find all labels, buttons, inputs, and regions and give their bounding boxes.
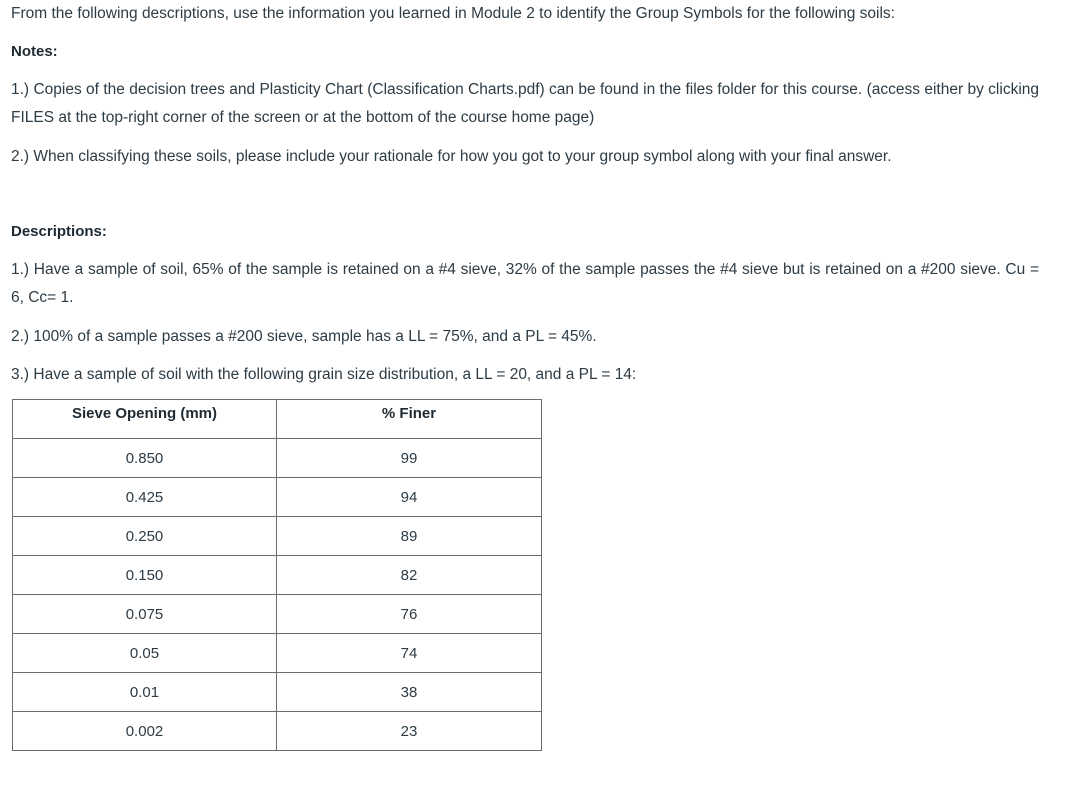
table-header-row xyxy=(13,400,542,439)
percent-finer-cell: 23 xyxy=(277,712,542,751)
note-item-2: 2.) When classifying these soils, please include your rationale for how you got to your group symbol along with your final answer. xyxy=(11,148,892,165)
sieve-opening-header: Sieve Opening (mm) xyxy=(13,400,277,439)
percent-finer-cell: 76 xyxy=(277,595,542,634)
sieve-opening-cell: 0.425 xyxy=(13,478,277,517)
sieve-opening-cell: 0.002 xyxy=(13,712,277,751)
sieve-opening-cell: 0.150 xyxy=(13,556,277,595)
percent-finer-cell: 89 xyxy=(277,517,542,556)
sieve-opening-cell: 0.075 xyxy=(13,595,277,634)
table-row xyxy=(13,439,542,478)
sieve-opening-cell: 0.01 xyxy=(13,673,277,712)
descriptions-heading: Descriptions: xyxy=(11,223,107,240)
table-row xyxy=(13,595,542,634)
description-item-1: 1.) Have a sample of soil, 65% of the sample is retained on a #4 sieve, 32% of the sample passes the #4 sieve but is retained on a #200 sieve. Cu = 6, Cc= 1. xyxy=(11,261,1039,306)
sieve-opening-cell: 0.850 xyxy=(13,439,277,478)
grain-size-table xyxy=(12,399,542,751)
table-row xyxy=(13,517,542,556)
percent-finer-cell: 94 xyxy=(277,478,542,517)
table-row xyxy=(13,556,542,595)
percent-finer-header: % Finer xyxy=(277,400,542,439)
notes-heading: Notes: xyxy=(11,43,58,60)
table-row xyxy=(13,634,542,673)
table-row xyxy=(13,712,542,751)
percent-finer-cell: 82 xyxy=(277,556,542,595)
note-item-1: 1.) Copies of the decision trees and Plasticity Chart (Classification Charts.pdf) can be found in the files folder for this course. (access either by clicking FILES at the top-right corner of the screen or at the bottom of the course home page) xyxy=(11,81,1039,126)
sieve-opening-cell: 0.05 xyxy=(13,634,277,673)
description-item-2: 2.) 100% of a sample passes a #200 sieve, sample has a LL = 75%, and a PL = 45%. xyxy=(11,328,597,345)
description-item-3: 3.) Have a sample of soil with the following grain size distribution, a LL = 20, and a PL = 14: xyxy=(11,366,637,383)
percent-finer-cell: 74 xyxy=(277,634,542,673)
percent-finer-cell: 38 xyxy=(277,673,542,712)
percent-finer-cell: 99 xyxy=(277,439,542,478)
table-row xyxy=(13,478,542,517)
table-row xyxy=(13,673,542,712)
intro-text: From the following descriptions, use the information you learned in Module 2 to identify the Group Symbols for the following soils: xyxy=(11,5,895,22)
sieve-opening-cell: 0.250 xyxy=(13,517,277,556)
